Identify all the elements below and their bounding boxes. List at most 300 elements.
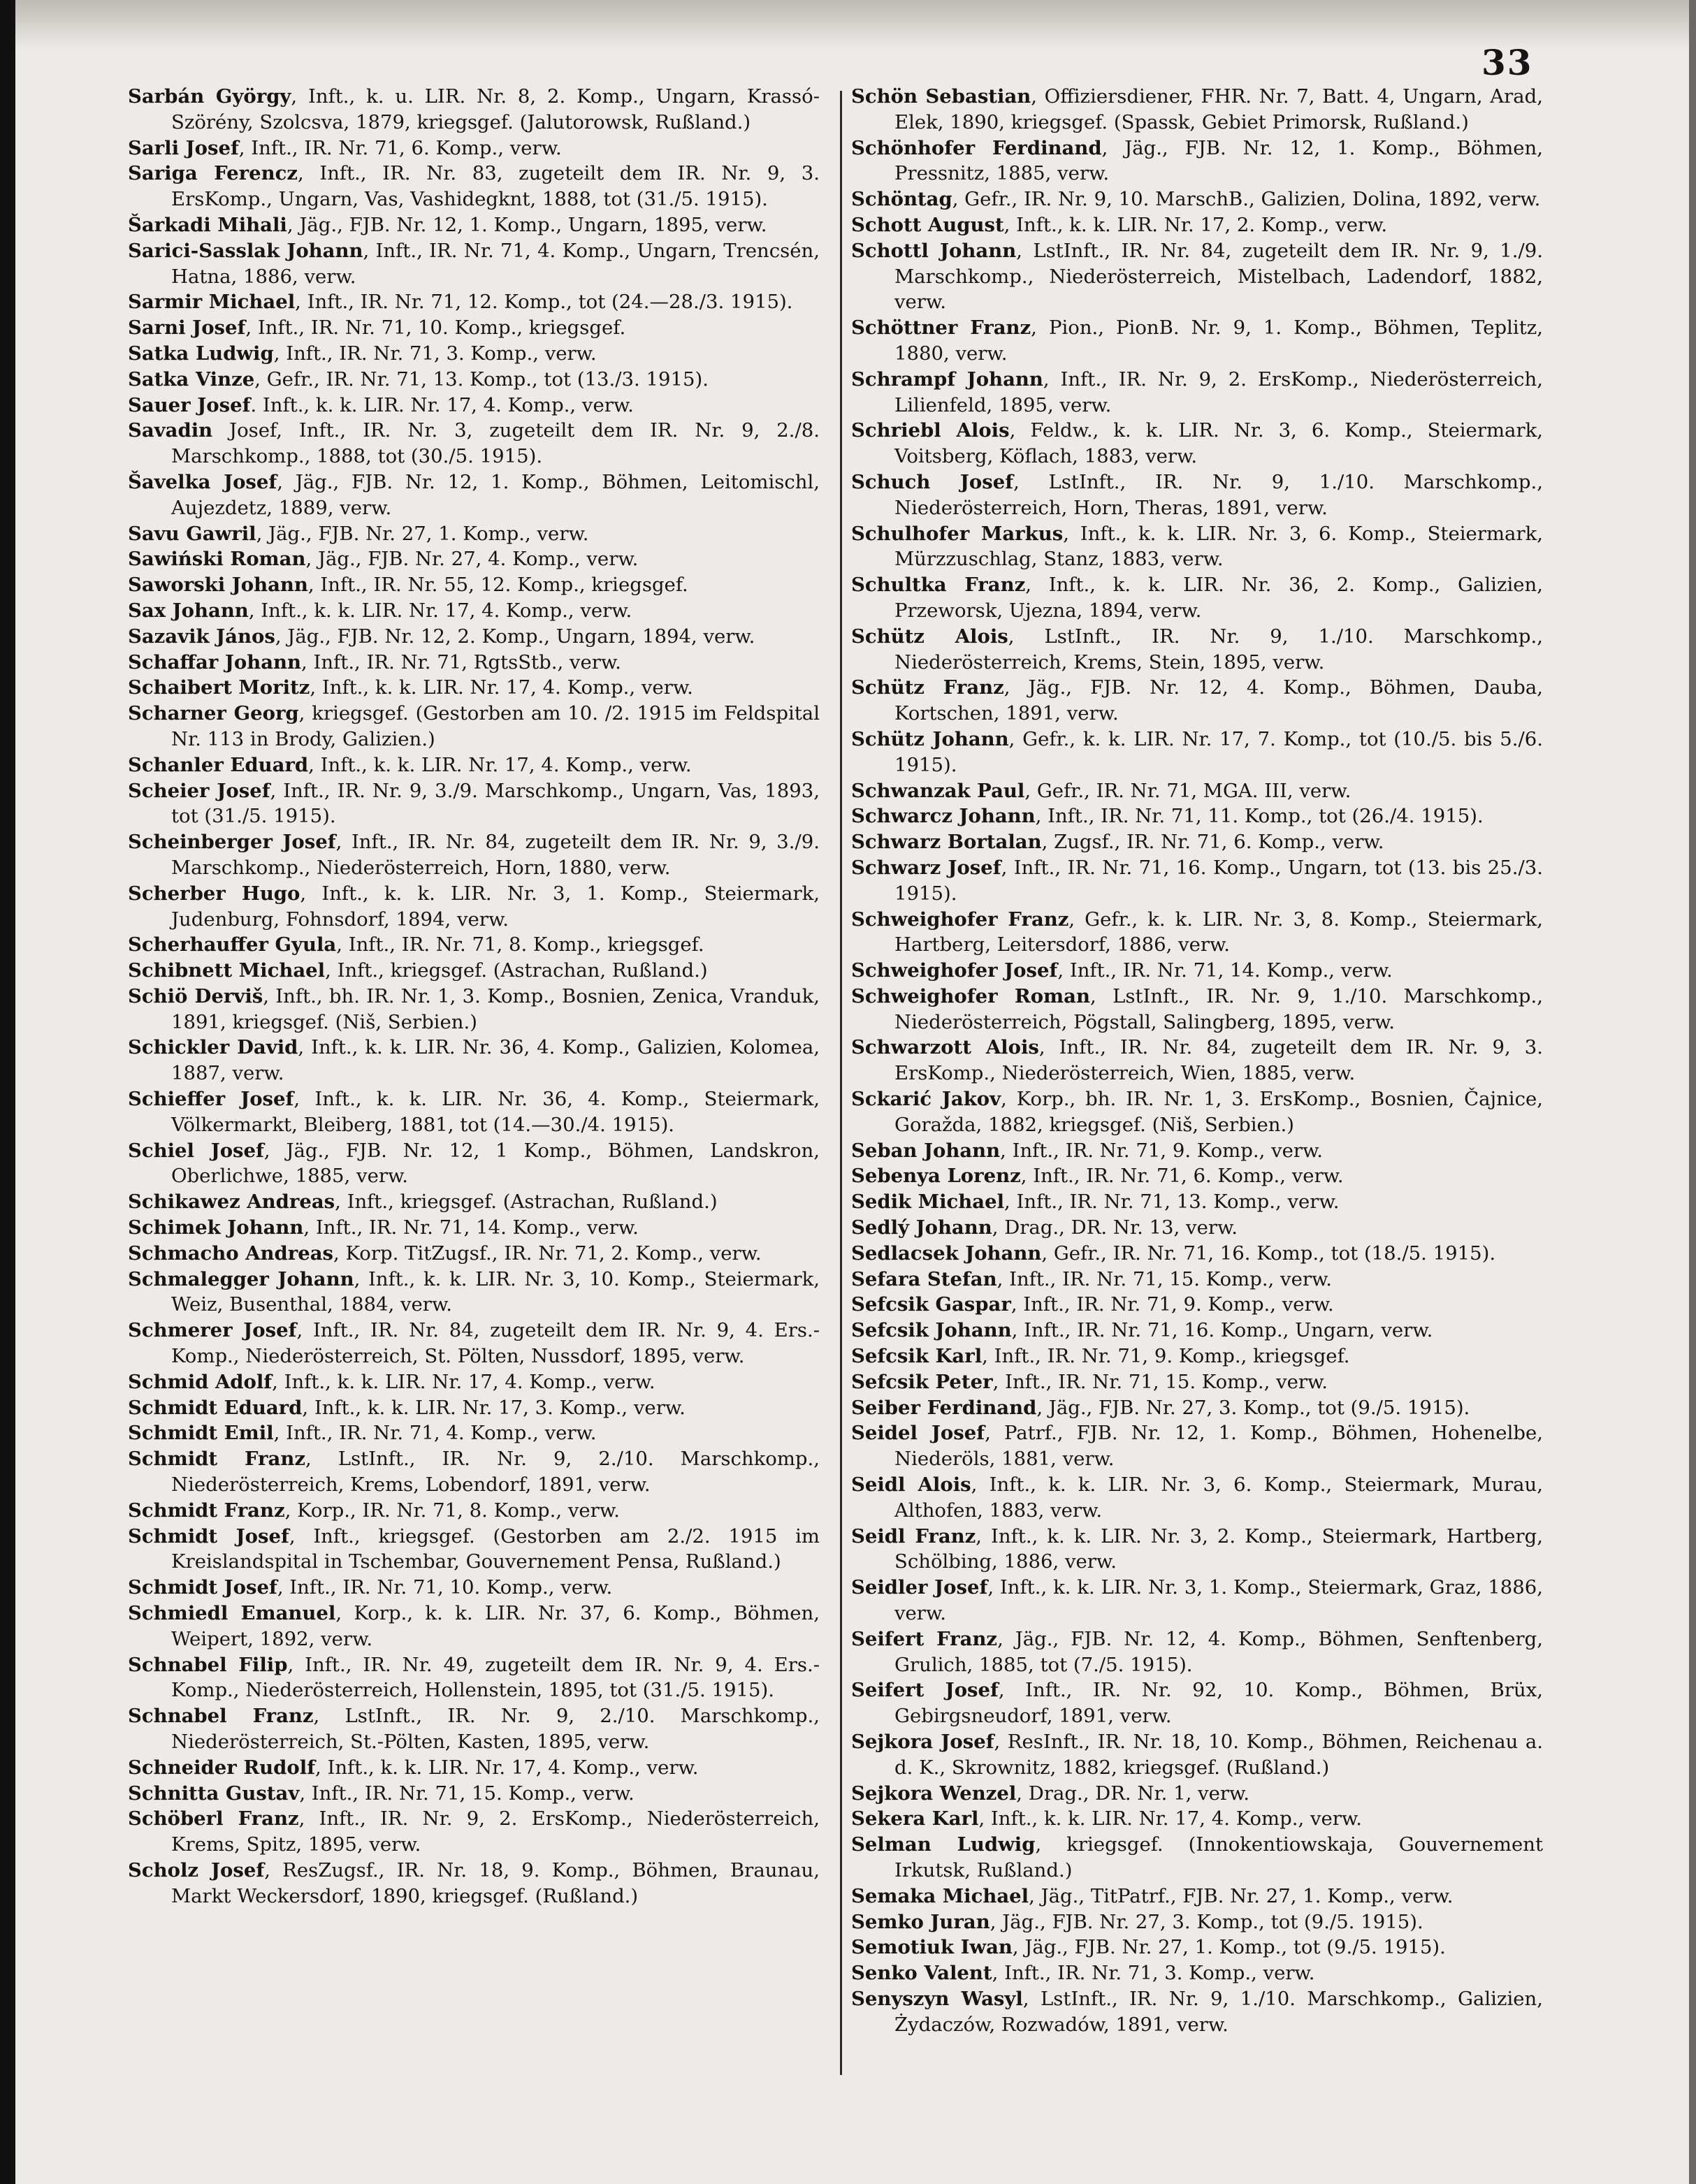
entry-name: Savadin bbox=[128, 419, 213, 442]
list-entry bbox=[128, 1524, 820, 1575]
entry-name: Schimek Johann bbox=[128, 1216, 304, 1239]
entry-details: , Gefr., IR. Nr. 9, 10. MarschB., Galizien, Dolina, 1892, verw. bbox=[952, 188, 1541, 211]
entry-name: Sedlacsek Johann bbox=[851, 1242, 1042, 1265]
entry-name: Sefcsik Gaspar bbox=[851, 1293, 1011, 1316]
list-entry bbox=[851, 958, 1543, 984]
list-entry bbox=[128, 315, 820, 341]
list-entry bbox=[128, 341, 820, 367]
column-divider bbox=[840, 91, 842, 2075]
entry-details: , Inft., IR. Nr. 71, 15. Komp., verw. bbox=[992, 1370, 1328, 1393]
entry-name: Schanler Eduard bbox=[128, 753, 309, 776]
entry-details: , Inft., IR. Nr. 71, 3. Komp., verw. bbox=[273, 342, 597, 365]
entry-name: Sauer Josef bbox=[128, 393, 251, 416]
entry-details: , Inft., kriegsgef. (Astrachan, Rußland.) bbox=[325, 959, 708, 982]
entry-name: Schmiedl Emanuel bbox=[128, 1602, 336, 1625]
entry-name: Senyszyn Wasyl bbox=[851, 1987, 1023, 2010]
list-entry bbox=[851, 1086, 1543, 1138]
scan-edge-right bbox=[1689, 0, 1696, 2184]
entry-name: Schikawez Andreas bbox=[128, 1191, 335, 1214]
entry-name: Schöberl Franz bbox=[128, 1807, 299, 1830]
list-entry bbox=[128, 1601, 820, 1652]
entry-details: , Inft., IR. Nr. 71, 15. Komp., verw. bbox=[299, 1782, 635, 1805]
entry-details: , Inft., k. k. LIR. Nr. 36, 4. Komp., Steiermark, Völkermarkt, Bleiberg, 1881, tot (14.—30./4. 1915). bbox=[171, 1088, 820, 1136]
entry-details: , Inft., IR. Nr. 71, 15. Komp., verw. bbox=[996, 1267, 1333, 1290]
list-entry bbox=[851, 418, 1543, 469]
list-entry bbox=[128, 572, 820, 598]
entry-details: , Inft., IR. Nr. 71, 4. Komp., Ungarn, Trencsén, Hatna, 1886, verw. bbox=[171, 239, 820, 288]
entry-name: Schmidt Emil bbox=[128, 1422, 274, 1445]
list-entry bbox=[851, 1344, 1543, 1369]
entry-name: Schmidt Josef bbox=[128, 1576, 277, 1599]
entry-name: Šavelka Josef bbox=[128, 470, 277, 493]
entry-details: , Jäg., FJB. Nr. 27, 3. Komp., tot (9./5. 1915). bbox=[990, 1910, 1423, 1933]
entry-name: Scheinberger Josef bbox=[128, 831, 336, 854]
entry-name: Scherhauffer Gyula bbox=[128, 933, 337, 956]
list-entry bbox=[851, 1318, 1543, 1344]
entry-details: , Jäg., FJB. Nr. 12, 1 Komp., Böhmen, Landskron, Oberlichwe, 1885, verw. bbox=[171, 1139, 820, 1188]
list-entry bbox=[851, 187, 1543, 212]
list-entry bbox=[851, 1986, 1543, 2038]
entry-details: , LstInft., IR. Nr. 9, 1./10. Marschkomp., Galizien, Żydaczów, Rozwadów, 1891, verw. bbox=[894, 1987, 1543, 2036]
list-entry bbox=[851, 1292, 1543, 1318]
left-column bbox=[128, 84, 820, 1909]
entry-name: Scholz Josef bbox=[128, 1858, 265, 1881]
list-entry bbox=[128, 1575, 820, 1601]
entry-details: , Inft., k. k. LIR. Nr. 17, 4. Komp., verw. bbox=[248, 599, 632, 622]
list-entry bbox=[128, 598, 820, 624]
entry-details: , Inft., IR. Nr. 71, 8. Komp., kriegsgef. bbox=[336, 933, 704, 956]
list-entry bbox=[851, 675, 1543, 727]
list-entry bbox=[128, 1420, 820, 1446]
entry-name: Sarni Josef bbox=[128, 316, 246, 340]
list-entry bbox=[851, 212, 1543, 238]
list-entry bbox=[128, 881, 820, 933]
list-entry bbox=[128, 650, 820, 676]
entry-details: , Inft., IR. Nr. 9, 2. ErsKomp., Niederösterreich, Lilienfeld, 1895, verw. bbox=[894, 367, 1543, 416]
entry-name: Schön Sebastian bbox=[851, 85, 1031, 108]
list-entry bbox=[128, 393, 820, 418]
entry-name: Satka Ludwig bbox=[128, 342, 274, 365]
list-entry bbox=[851, 1163, 1543, 1189]
entry-details: , Inft., IR. Nr. 71, 12. Komp., tot (24.—28./3. 1915). bbox=[295, 291, 793, 314]
entry-name: Schmerer Josef bbox=[128, 1319, 297, 1342]
list-entry bbox=[128, 1035, 820, 1086]
entry-details: , LstInft., IR. Nr. 9, 1./10. Marschkomp., Niederösterreich, Horn, Theras, 1891, verw. bbox=[894, 470, 1543, 519]
entry-details: , Korp., bh. IR. Nr. 1, 3. ErsKomp., Bosnien, Čajnice, Goražda, 1882, kriegsgef. (Niš, Serbien.) bbox=[894, 1088, 1543, 1136]
entry-name: Schnabel Franz bbox=[128, 1705, 314, 1728]
entry-details: , Inft., IR. Nr. 71, 3. Komp., verw. bbox=[992, 1962, 1315, 1985]
entry-details: , Korp., k. k. LIR. Nr. 37, 6. Komp., Böhmen, Weipert, 1892, verw. bbox=[171, 1602, 820, 1650]
entry-details: , Inft., k. k. LIR. Nr. 3, 2. Komp., Steiermark, Hartberg, Schölbing, 1886, verw. bbox=[894, 1524, 1543, 1573]
list-entry bbox=[851, 624, 1543, 676]
list-entry bbox=[851, 1369, 1543, 1395]
entry-details: , Inft., IR. Nr. 71, 11. Komp., tot (26./4. 1915). bbox=[1035, 805, 1484, 828]
entry-name: Schwarz Josef bbox=[851, 856, 1001, 879]
list-entry bbox=[128, 778, 820, 830]
entry-name: Sefcsik Karl bbox=[851, 1345, 983, 1368]
entry-details: , LstInft., IR. Nr. 9, 2./10. Marschkomp., Niederösterreich, Krems, Lobendorf, 1891, verw. bbox=[171, 1448, 820, 1497]
list-entry bbox=[851, 829, 1543, 855]
entry-details: , Inft., IR. Nr. 9, 3./9. Marschkomp., Ungarn, Vas, 1893, tot (31./5. 1915). bbox=[171, 779, 820, 828]
entry-details: , LstInft., IR. Nr. 84, zugeteilt dem IR. Nr. 9, 1./9. Marschkomp., Niederösterreich, Mistelbach, Ladendorf, 1882, verw. bbox=[894, 239, 1543, 314]
list-entry bbox=[851, 1524, 1543, 1575]
entry-name: Sariga Ferencz bbox=[128, 162, 298, 185]
entry-name: Sefcsik Johann bbox=[851, 1319, 1012, 1342]
entry-name: Seifert Franz bbox=[851, 1627, 998, 1650]
entry-name: Seidel Josef bbox=[851, 1422, 985, 1445]
entry-details: , Jäg., FJB. Nr. 27, 1. Komp., tot (9./5. 1915). bbox=[1012, 1936, 1446, 1959]
list-entry bbox=[128, 546, 820, 572]
list-entry bbox=[851, 1472, 1543, 1524]
entry-name: Schwarzott Alois bbox=[851, 1036, 1039, 1059]
list-entry bbox=[851, 1395, 1543, 1421]
entry-details: , Inft., k. k. LIR. Nr. 3, 6. Komp., Steiermark, Murau, Althofen, 1883, verw. bbox=[894, 1473, 1543, 1522]
entry-name: Schneider Rudolf bbox=[128, 1756, 316, 1779]
list-entry bbox=[128, 829, 820, 881]
entry-name: Schnitta Gustav bbox=[128, 1782, 300, 1805]
list-entry bbox=[851, 984, 1543, 1035]
list-entry bbox=[128, 1138, 820, 1190]
entry-details: , Inft., IR. Nr. 71, 9. Komp., verw. bbox=[1000, 1139, 1324, 1162]
entry-name: Schweighofer Franz bbox=[851, 908, 1069, 931]
entry-details: , Inft., IR. Nr. 71, 4. Komp., verw. bbox=[273, 1422, 597, 1445]
entry-details: , Inft., k. k. LIR. Nr. 17, 4. Komp., verw. bbox=[310, 676, 693, 699]
entry-details: , Jäg., FJB. Nr. 12, 1. Komp., Böhmen, Pressnitz, 1885, verw. bbox=[894, 136, 1544, 185]
entry-name: Schmacho Andreas bbox=[128, 1242, 334, 1265]
entry-details: , Jäg., FJB. Nr. 12, 2. Komp., Ungarn, 1894, verw. bbox=[275, 625, 755, 648]
entry-name: Schnabel Filip bbox=[128, 1653, 288, 1676]
entry-name: Schriebl Alois bbox=[851, 419, 1010, 442]
list-entry bbox=[128, 84, 820, 136]
entry-name: Sedlý Johann bbox=[851, 1216, 992, 1239]
list-entry bbox=[128, 1781, 820, 1807]
scan-shadow-top bbox=[0, 0, 1696, 49]
entry-name: Schiel Josef bbox=[128, 1139, 264, 1162]
list-entry bbox=[851, 1832, 1543, 1884]
entry-name: Sawiński Roman bbox=[128, 548, 306, 571]
list-entry bbox=[128, 1395, 820, 1421]
entry-details: , Inft., IR. Nr. 71, 10. Komp., verw. bbox=[277, 1576, 613, 1599]
entry-details: , Inft., IR. Nr. 71, 9. Komp., verw. bbox=[1010, 1293, 1334, 1316]
entry-details: , Inft., k. k. LIR. Nr. 36, 2. Komp., Galizien, Przeworsk, Ujezna, 1894, verw. bbox=[894, 574, 1543, 622]
list-entry bbox=[128, 1858, 820, 1909]
entry-name: Schmalegger Johann bbox=[128, 1267, 354, 1290]
entry-details: , Gefr., IR. Nr. 71, 16. Komp., tot (18./5. 1915). bbox=[1041, 1242, 1496, 1265]
entry-name: Sedik Michael bbox=[851, 1191, 1005, 1214]
right-column bbox=[851, 84, 1543, 2038]
entry-name: Satka Vinze bbox=[128, 367, 255, 391]
entry-name: Sebenya Lorenz bbox=[851, 1165, 1021, 1188]
list-entry bbox=[851, 1267, 1543, 1293]
entry-details: , Inft., IR. Nr. 55, 12. Komp., kriegsgef. bbox=[307, 574, 688, 597]
entry-details: , Inft., IR. Nr. 49, zugeteilt dem IR. Nr. 9, 4. Ers.-Komp., Niederösterreich, Hollenstein, 1895, tot (31./5. 1915). bbox=[171, 1653, 820, 1702]
list-entry bbox=[851, 238, 1543, 315]
list-entry bbox=[128, 1318, 820, 1369]
entry-details: , Drag., DR. Nr. 13, verw. bbox=[992, 1216, 1238, 1239]
entry-details: , Pion., PionB. Nr. 9, 1. Komp., Böhmen, Teplitz, 1880, verw. bbox=[894, 316, 1544, 365]
entry-details: , ResInft., IR. Nr. 18, 10. Komp., Böhmen, Reichenau a. d. K., Skrownitz, 1882, kriegsgef. (Rußland.) bbox=[894, 1731, 1543, 1779]
list-entry bbox=[851, 1935, 1543, 1960]
entry-name: Sarmir Michael bbox=[128, 291, 296, 314]
entry-details: , Inft., IR. Nr. 71, 14. Komp., verw. bbox=[1057, 959, 1393, 982]
entry-details: , LstInft., IR. Nr. 9, 2./10. Marschkomp., Niederösterreich, St.-Pölten, Kasten, 1895, verw. bbox=[171, 1705, 820, 1753]
list-entry bbox=[128, 1241, 820, 1267]
entry-details: , Inft., IR. Nr. 71, 16. Komp., Ungarn, verw. bbox=[1011, 1319, 1433, 1342]
list-entry bbox=[851, 778, 1543, 804]
entry-details: , Inft., k. k. LIR. Nr. 3, 1. Komp., Steiermark, Judenburg, Fohnsdorf, 1894, verw. bbox=[171, 882, 820, 931]
entry-name: Sarli Josef bbox=[128, 136, 239, 159]
entry-details: , Korp. TitZugsf., IR. Nr. 71, 2. Komp., verw. bbox=[333, 1242, 762, 1265]
entry-name: Seiber Ferdinand bbox=[851, 1396, 1037, 1419]
entry-details: , Jäg., FJB. Nr. 27, 4. Komp., verw. bbox=[305, 548, 639, 571]
entry-name: Schultka Franz bbox=[851, 574, 1026, 597]
entry-name: Schwarz Bortalan bbox=[851, 831, 1042, 854]
entry-details: , Jäg., FJB. Nr. 27, 3. Komp., tot (9./5. 1915). bbox=[1036, 1396, 1470, 1419]
entry-name: Sarbán György bbox=[128, 85, 291, 108]
entry-details: , Inft., k. k. LIR. Nr. 3, 1. Komp., Steiermark, Graz, 1886, verw. bbox=[894, 1576, 1543, 1625]
list-entry bbox=[128, 932, 820, 958]
entry-name: Schweighofer Josef bbox=[851, 959, 1058, 982]
entry-name: Schiö Derviš bbox=[128, 984, 263, 1007]
entry-details: , Inft., bh. IR. Nr. 1, 3. Komp., Bosnien, Zenica, Vranduk, 1891, kriegsgef. (Niš, Serbien.) bbox=[171, 984, 820, 1033]
entry-details: , Inft., kriegsgef. (Gestorben am 2./2. 1915 im Kreislandspital in Tschembar, Gouvernement Pensa, Rußland.) bbox=[171, 1524, 820, 1573]
entry-details: , Zugsf., IR. Nr. 71, 6. Komp., verw. bbox=[1041, 831, 1384, 854]
entry-details: , Jäg., FJB. Nr. 12, 1. Komp., Ungarn, 1895, verw. bbox=[287, 213, 767, 236]
entry-name: Schönhofer Ferdinand bbox=[851, 136, 1102, 159]
entry-name: Sarici-Sasslak Johann bbox=[128, 239, 363, 262]
entry-name: Sefcsik Peter bbox=[851, 1370, 993, 1393]
entry-name: Schaffar Johann bbox=[128, 650, 302, 674]
list-entry bbox=[128, 1652, 820, 1704]
entry-name: Schottl Johann bbox=[851, 239, 1017, 262]
list-entry bbox=[851, 1138, 1543, 1164]
entry-details: , Drag., DR. Nr. 1, verw. bbox=[1016, 1782, 1250, 1805]
entry-name: Sejkora Wenzel bbox=[851, 1782, 1017, 1805]
entry-name: Schrampf Johann bbox=[851, 367, 1043, 391]
list-entry bbox=[128, 1703, 820, 1755]
entry-name: Savu Gawril bbox=[128, 522, 256, 545]
entry-name: Šarkadi Mihali bbox=[128, 213, 287, 236]
entry-details: , Inft., k. k. LIR. Nr. 17, 4. Komp., verw. bbox=[315, 1756, 699, 1779]
entry-name: Sax Johann bbox=[128, 599, 249, 622]
entry-details: Josef, Inft., IR. Nr. 3, zugeteilt dem IR. Nr. 9, 2./8. Marschkomp., 1888, tot (30./5. 1915). bbox=[171, 419, 820, 468]
entry-details: , Inft., k. k. LIR. Nr. 3, 6. Komp., Steiermark, Mürzzuschlag, Stanz, 1883, verw. bbox=[894, 522, 1543, 571]
entry-name: Schuch Josef bbox=[851, 470, 1014, 493]
entry-details: , Jäg., TitPatrf., FJB. Nr. 27, 1. Komp., verw. bbox=[1029, 1884, 1454, 1907]
entry-details: , kriegsgef. (Gestorben am 10. /2. 1915 im Feldspital Nr. 113 in Brody, Galizien.) bbox=[171, 702, 820, 750]
entry-name: Schaibert Moritz bbox=[128, 676, 310, 699]
entry-details: , Offiziersdiener, FHR. Nr. 7, Batt. 4, Ungarn, Arad, Elek, 1890, kriegsgef. (Spassk, Gebiet Primorsk, Rußland.) bbox=[894, 85, 1543, 133]
entry-name: Scherber Hugo bbox=[128, 882, 300, 905]
entry-details: , Inft., IR. Nr. 71, 16. Komp., Ungarn, tot (13. bis 25./3. 1915). bbox=[894, 856, 1543, 905]
entry-name: Senko Valent bbox=[851, 1962, 992, 1985]
list-entry bbox=[851, 1781, 1543, 1807]
list-entry bbox=[851, 315, 1543, 367]
list-entry bbox=[128, 1369, 820, 1395]
entry-details: , Gefr., k. k. LIR. Nr. 17, 7. Komp., tot (10./5. bis 5./6. 1915). bbox=[894, 727, 1543, 776]
list-entry bbox=[128, 289, 820, 315]
list-entry bbox=[128, 1806, 820, 1858]
list-entry bbox=[851, 803, 1543, 829]
list-entry bbox=[851, 1626, 1543, 1678]
entry-details: , Korp., IR. Nr. 71, 8. Komp., verw. bbox=[284, 1499, 620, 1522]
entry-details: , Gefr., k. k. LIR. Nr. 3, 8. Komp., Steiermark, Hartberg, Leitersdorf, 1886, verw. bbox=[894, 908, 1543, 956]
list-entry bbox=[128, 1755, 820, 1781]
entry-details: . Inft., k. k. LIR. Nr. 17, 4. Komp., verw. bbox=[250, 393, 634, 416]
entry-name: Sejkora Josef bbox=[851, 1731, 994, 1753]
entry-name: Seban Johann bbox=[851, 1139, 1001, 1162]
entry-name: Schütz Johann bbox=[851, 727, 1009, 750]
entry-name: Semotiuk Iwan bbox=[851, 1936, 1013, 1959]
list-entry bbox=[851, 136, 1543, 187]
entry-details: , Inft., IR. Nr. 92, 10. Komp., Böhmen, Brüx, Gebirgsneudorf, 1891, verw. bbox=[894, 1679, 1543, 1728]
list-entry bbox=[851, 1189, 1543, 1215]
entry-name: Schmidt Franz bbox=[128, 1499, 285, 1522]
entry-details: , Feldw., k. k. LIR. Nr. 3, 6. Komp., Steiermark, Voitsberg, Köflach, 1883, verw. bbox=[894, 419, 1543, 468]
entry-details: , Inft., IR. Nr. 84, zugeteilt dem IR. Nr. 9, 3. ErsKomp., Niederösterreich, Wien, 1885, verw. bbox=[894, 1036, 1543, 1085]
list-entry bbox=[851, 1806, 1543, 1832]
entry-name: Schmid Adolf bbox=[128, 1370, 273, 1393]
entry-name: Sefara Stefan bbox=[851, 1267, 997, 1290]
list-entry bbox=[851, 1420, 1543, 1472]
entry-name: Sckarić Jakov bbox=[851, 1088, 1001, 1111]
entry-name: Schulhofer Markus bbox=[851, 522, 1064, 545]
entry-details: , Inft., IR. Nr. 71, 13. Komp., verw. bbox=[1004, 1191, 1340, 1214]
entry-details: , LstInft., IR. Nr. 9, 1./10. Marschkomp., Niederösterreich, Krems, Stein, 1895, verw. bbox=[894, 625, 1543, 674]
entry-details: , Inft., IR. Nr. 71, 9. Komp., kriegsgef. bbox=[982, 1345, 1350, 1368]
entry-details: , Inft., IR. Nr. 84, zugeteilt dem IR. Nr. 9, 4. Ers.-Komp., Niederösterreich, St. Pölten, Nussdorf, 1895, verw. bbox=[171, 1319, 820, 1368]
list-entry bbox=[851, 1884, 1543, 1909]
entry-details: , Inft., IR. Nr. 84, zugeteilt dem IR. Nr. 9, 3./9. Marschkomp., Niederösterreich, Horn, 1880, verw. bbox=[171, 831, 820, 879]
entry-details: , Inft., IR. Nr. 71, RgtsStb., verw. bbox=[301, 650, 621, 674]
list-entry bbox=[128, 624, 820, 650]
entry-name: Sazavik János bbox=[128, 625, 275, 648]
list-entry bbox=[128, 1267, 820, 1318]
entry-details: , Inft., kriegsgef. (Astrachan, Rußland.) bbox=[335, 1191, 718, 1214]
entry-name: Scharner Georg bbox=[128, 702, 299, 725]
entry-details: , LstInft., IR. Nr. 9, 1./10. Marschkomp., Niederösterreich, Pögstall, Salingberg, 1895, verw. bbox=[894, 984, 1543, 1033]
list-entry bbox=[851, 84, 1543, 136]
list-entry bbox=[128, 1498, 820, 1524]
list-entry bbox=[128, 469, 820, 521]
entry-name: Saworski Johann bbox=[128, 574, 308, 597]
entry-name: Schütz Alois bbox=[851, 625, 1008, 648]
list-entry bbox=[128, 752, 820, 778]
list-entry bbox=[851, 1575, 1543, 1626]
entry-details: , Patrf., FJB. Nr. 12, 1. Komp., Böhmen, Hohenelbe, Niederöls, 1881, verw. bbox=[894, 1422, 1543, 1471]
entry-name: Schwanzak Paul bbox=[851, 779, 1025, 802]
entry-details: , Inft., IR. Nr. 71, 6. Komp., verw. bbox=[238, 136, 562, 159]
entry-details: , Inft., IR. Nr. 83, zugeteilt dem IR. Nr. 9, 3. ErsKomp., Ungarn, Vas, Vashidegknt, 1888, tot (31./5. 1915). bbox=[171, 162, 820, 211]
entry-details: , Inft., k. u. LIR. Nr. 8, 2. Komp., Ungarn, Krassó-Szörény, Szolcsva, 1879, kriegsgef. (Jalutorowsk, Rußland.) bbox=[171, 85, 820, 133]
list-entry bbox=[851, 1677, 1543, 1729]
entry-name: Schütz Franz bbox=[851, 676, 1004, 699]
list-entry bbox=[851, 521, 1543, 573]
entry-details: , Inft., IR. Nr. 71, 6. Komp., verw. bbox=[1020, 1165, 1344, 1188]
entry-name: Schöttner Franz bbox=[851, 316, 1031, 340]
entry-details: , kriegsgef. (Innokentiowskaja, Gouvernement Irkutsk, Rußland.) bbox=[894, 1833, 1543, 1881]
entry-details: , Gefr., IR. Nr. 71, 13. Komp., tot (13./3. 1915). bbox=[254, 367, 709, 391]
list-entry bbox=[851, 1215, 1543, 1241]
entry-details: , Jäg., FJB. Nr. 12, 1. Komp., Böhmen, Leitomischl, Aujezdetz, 1889, verw. bbox=[171, 470, 820, 519]
list-entry bbox=[128, 984, 820, 1035]
entry-name: Seidler Josef bbox=[851, 1576, 988, 1599]
list-entry bbox=[128, 212, 820, 238]
list-entry bbox=[128, 675, 820, 701]
entry-details: , Jäg., FJB. Nr. 12, 4. Komp., Böhmen, Senftenberg, Grulich, 1885, tot (7./5. 1915). bbox=[894, 1627, 1543, 1676]
list-entry bbox=[851, 1960, 1543, 1986]
list-entry bbox=[851, 469, 1543, 521]
list-entry bbox=[851, 1241, 1543, 1267]
entry-name: Scheier Josef bbox=[128, 779, 270, 802]
list-entry bbox=[128, 1189, 820, 1215]
entry-name: Schweighofer Roman bbox=[851, 984, 1090, 1007]
entry-details: , Gefr., IR. Nr. 71, MGA. III, verw. bbox=[1024, 779, 1351, 802]
entry-details: , Inft., k. k. LIR. Nr. 17, 4. Komp., verw. bbox=[272, 1370, 655, 1393]
entry-details: , ResZugsf., IR. Nr. 18, 9. Komp., Böhmen, Braunau, Markt Weckersdorf, 1890, kriegsgef. (Rußland.) bbox=[171, 1858, 820, 1907]
list-entry bbox=[851, 1729, 1543, 1781]
entry-name: Schwarcz Johann bbox=[851, 805, 1036, 828]
entry-name: Seidl Alois bbox=[851, 1473, 971, 1497]
entry-name: Schmidt Eduard bbox=[128, 1396, 303, 1419]
entry-name: Schöntag bbox=[851, 188, 952, 211]
page-number: 33 bbox=[1481, 42, 1533, 83]
entry-name: Seifert Josef bbox=[851, 1679, 999, 1702]
list-entry bbox=[128, 161, 820, 212]
list-entry bbox=[128, 1215, 820, 1241]
list-entry bbox=[128, 521, 820, 547]
scan-edge-left bbox=[0, 0, 15, 2184]
entry-details: , Inft., k. k. LIR. Nr. 36, 4. Komp., Galizien, Kolomea, 1887, verw. bbox=[171, 1036, 820, 1085]
list-entry bbox=[128, 418, 820, 469]
entry-name: Seidl Franz bbox=[851, 1524, 976, 1548]
entry-details: , Inft., IR. Nr. 9, 2. ErsKomp., Niederösterreich, Krems, Spitz, 1895, verw. bbox=[171, 1807, 820, 1856]
list-entry bbox=[128, 958, 820, 984]
entry-name: Schmidt Franz bbox=[128, 1448, 305, 1471]
list-entry bbox=[851, 907, 1543, 959]
entry-details: , Jäg., FJB. Nr. 12, 4. Komp., Böhmen, Dauba, Kortschen, 1891, verw. bbox=[894, 676, 1543, 725]
entry-name: Sekera Karl bbox=[851, 1807, 979, 1830]
entry-details: , Inft., IR. Nr. 71, 14. Komp., verw. bbox=[303, 1216, 639, 1239]
entry-details: , Inft., k. k. LIR. Nr. 17, 3. Komp., verw. bbox=[302, 1396, 686, 1419]
list-entry bbox=[851, 367, 1543, 418]
entry-name: Semaka Michael bbox=[851, 1884, 1029, 1907]
list-entry bbox=[128, 1086, 820, 1138]
entry-name: Schmidt Josef bbox=[128, 1524, 289, 1548]
list-entry bbox=[128, 701, 820, 752]
list-entry bbox=[128, 136, 820, 161]
list-entry bbox=[851, 727, 1543, 778]
list-entry bbox=[128, 367, 820, 393]
entry-name: Schickler David bbox=[128, 1036, 298, 1059]
entry-name: Semko Juran bbox=[851, 1910, 990, 1933]
entry-details: , Inft., k. k. LIR. Nr. 17, 2. Komp., verw. bbox=[1003, 213, 1388, 236]
entry-details: , Inft., k. k. LIR. Nr. 17, 4. Komp., verw. bbox=[308, 753, 692, 776]
entry-details: , Inft., k. k. LIR. Nr. 3, 10. Komp., Steiermark, Weiz, Busenthal, 1884, verw. bbox=[171, 1267, 820, 1316]
entry-name: Schieffer Josef bbox=[128, 1088, 294, 1111]
list-entry bbox=[851, 572, 1543, 624]
list-entry bbox=[851, 1035, 1543, 1086]
entry-details: , Inft., k. k. LIR. Nr. 17, 4. Komp., verw. bbox=[978, 1807, 1362, 1830]
entry-name: Schott August bbox=[851, 213, 1004, 236]
entry-name: Schibnett Michael bbox=[128, 959, 326, 982]
list-entry bbox=[128, 238, 820, 290]
list-entry bbox=[851, 855, 1543, 907]
entry-details: , Jäg., FJB. Nr. 27, 1. Komp., verw. bbox=[256, 522, 589, 545]
entry-name: Selman Ludwig bbox=[851, 1833, 1036, 1856]
list-entry bbox=[128, 1446, 820, 1498]
list-entry bbox=[851, 1909, 1543, 1935]
